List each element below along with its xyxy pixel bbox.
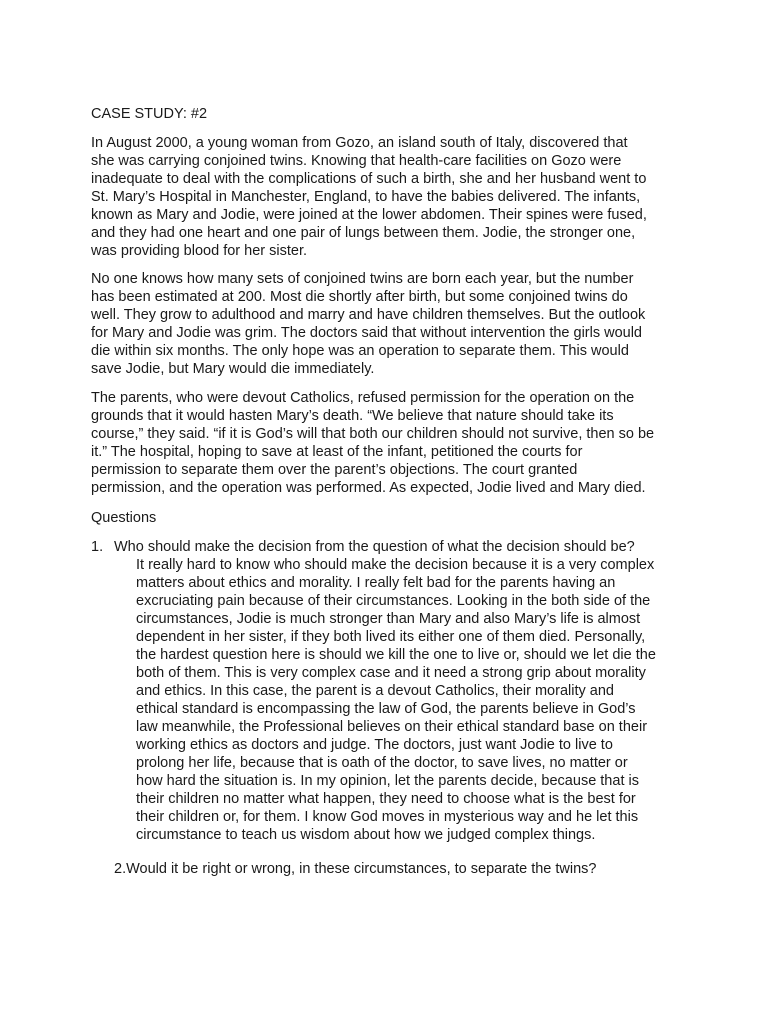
paragraph-2-line: has been estimated at 200. Most die shortly after birth, but some conjoined twins do <box>91 289 628 305</box>
answer-1-line: and ethics. In this case, the parent is a devout Catholics, their morality and <box>136 683 614 699</box>
answer-1-line: their children or, for them. I know God moves in mysterious way and he let this <box>136 809 639 825</box>
answer-1-line: working ethics as doctors and judge. The doctors, just want Jodie to live to <box>136 737 613 753</box>
paragraph-2-line: No one knows how many sets of conjoined twins are born each year, but the number <box>91 271 634 287</box>
paragraph-3-line: it.” The hospital, hoping to save at least of the infant, petitioned the courts for <box>91 444 583 460</box>
paragraph-1-line: and they had one heart and one pair of lungs between them. Jodie, the stronger one, <box>91 225 636 241</box>
question-2: 2.Would it be right or wrong, in these circumstances, to separate the twins? <box>114 861 597 877</box>
answer-1-line: law meanwhile, the Professional believes on their ethical standard base on their <box>136 719 648 735</box>
answer-1-line: prolong her life, because that is oath of the doctor, to save lives, no matter or <box>136 755 628 771</box>
paragraph-1-line: she was carrying conjoined twins. Knowing that health-care facilities on Gozo were <box>91 153 622 169</box>
question-1-text: Who should make the decision from the question of what the decision should be? <box>114 539 635 555</box>
answer-1 <box>136 556 696 844</box>
paragraph-3-line: The parents, who were devout Catholics, refused permission for the operation on the <box>91 390 635 406</box>
paragraph-3-line: course,” they said. “if it is God’s will that both our children should not survive, then so be <box>91 426 655 442</box>
paragraph-1 <box>91 134 681 260</box>
answer-1-line: how hard the situation is. In my opinion, let the parents decide, because that is <box>136 773 639 789</box>
answer-1-line: both of them. This is very complex case and it need a strong grip about morality <box>136 665 646 681</box>
paragraph-1-line: inadequate to deal with the complications of such a birth, she and her husband went to <box>91 171 647 187</box>
answer-1-line: circumstance to teach us wisdom about how we judged complex things. <box>136 827 596 843</box>
answer-1-line: the hardest question here is should we kill the one to live or, should we let die the <box>136 647 656 663</box>
paragraph-3-line: grounds that it would hasten Mary’s death. “We believe that nature should take its <box>91 408 614 424</box>
paragraph-2-line: for Mary and Jodie was grim. The doctors said that without intervention the girls would <box>91 325 642 341</box>
paragraph-2-line: die within six months. The only hope was an operation to separate them. This would <box>91 343 629 359</box>
paragraph-1-line: known as Mary and Jodie, were joined at the lower abdomen. Their spines were fused, <box>91 207 647 223</box>
answer-1-line: matters about ethics and morality. I really felt bad for the parents having an <box>136 575 616 591</box>
question-1-number: 1. <box>91 539 104 555</box>
question-1 <box>91 538 635 556</box>
answer-1-line: dependent in her sister, if they both lived its either one of them died. Personally, <box>136 629 646 645</box>
paragraph-1-line: In August 2000, a young woman from Gozo, an island south of Italy, discovered that <box>91 135 628 151</box>
paragraph-1-line: St. Mary’s Hospital in Manchester, England, to have the babies delivered. The infants, <box>91 189 641 205</box>
paragraph-3 <box>91 389 681 497</box>
answer-1-line: excruciating pain because of their circumstances. Looking in the both side of the <box>136 593 651 609</box>
questions-label: Questions <box>91 510 157 526</box>
paragraph-1-line: was providing blood for her sister. <box>91 243 307 259</box>
paragraph-2 <box>91 270 681 378</box>
paragraph-2-line: save Jodie, but Mary would die immediately. <box>91 361 375 377</box>
answer-1-line: their children no matter what happen, they need to choose what is the best for <box>136 791 636 807</box>
paragraph-3-line: permission, and the operation was performed. As expected, Jodie lived and Mary died. <box>91 480 646 496</box>
answer-1-line: ethical standard is encompassing the law of God, the parents believe in God’s <box>136 701 636 717</box>
paragraph-2-line: well. They grow to adulthood and marry and have children themselves. But the outlook <box>91 307 646 323</box>
answer-1-line: circumstances, Jodie is much stronger than Mary and also Mary’s life is almost <box>136 611 641 627</box>
case-study-heading: CASE STUDY: #2 <box>91 106 208 122</box>
paragraph-3-line: permission to separate them over the parent’s objections. The court granted <box>91 462 578 478</box>
answer-1-line: It really hard to know who should make the decision because it is a very complex <box>136 557 655 573</box>
